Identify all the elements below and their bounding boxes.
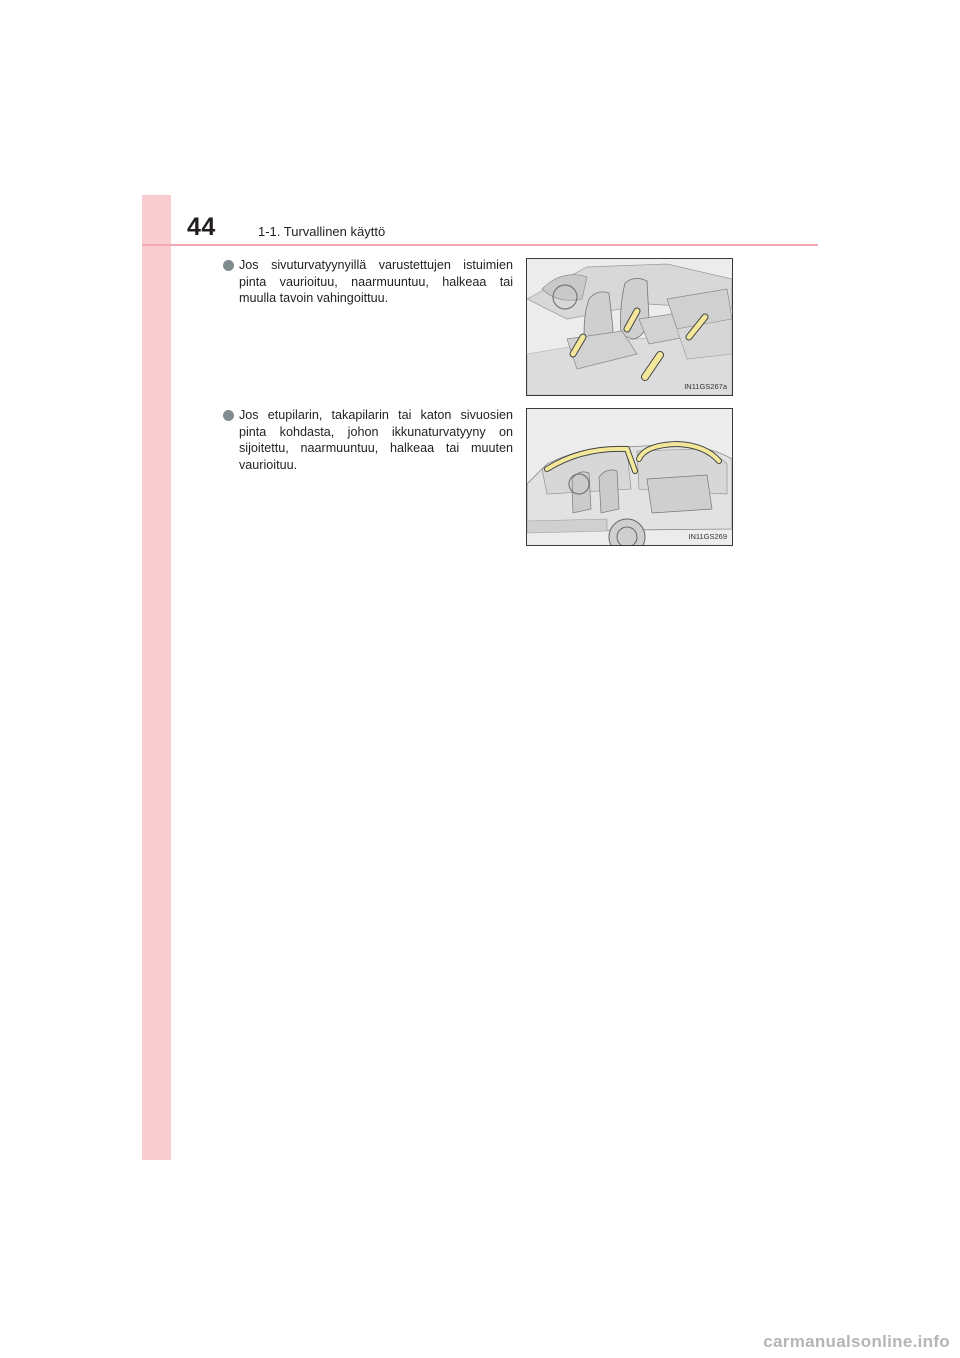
header-rule bbox=[142, 244, 818, 246]
figure-code: IN11GS267a bbox=[684, 382, 727, 391]
watermark: carmanualsonline.info bbox=[763, 1332, 950, 1351]
list-item bbox=[223, 407, 513, 473]
section-title: 1-1. Turvallinen käyttö bbox=[258, 224, 386, 239]
car-cabin-side-drawing bbox=[527, 409, 732, 545]
bullet-icon bbox=[223, 410, 234, 421]
side-color-band bbox=[142, 195, 171, 1160]
bullet-icon bbox=[223, 260, 234, 271]
seat-airbag-illustration bbox=[526, 258, 733, 396]
item-text: Jos sivuturvatyynyillä varustettujen istuimien pinta vaurioituu, naarmuuntuu, halkeaa tai muulla tavoin vahingoittuu. bbox=[239, 258, 513, 305]
car-interior-seats-drawing bbox=[527, 259, 732, 395]
curtain-airbag-illustration bbox=[526, 408, 733, 546]
page-number: 44 bbox=[187, 213, 216, 241]
figure-code: IN11GS269 bbox=[688, 532, 727, 541]
list-item bbox=[223, 257, 513, 307]
item-text: Jos etupilarin, takapilarin tai katon sivuosien pinta kohdasta, johon ikkunaturvatyyny on sijoitettu, naarmuuntuu, halkeaa tai muuten vaurioituu. bbox=[239, 408, 513, 472]
